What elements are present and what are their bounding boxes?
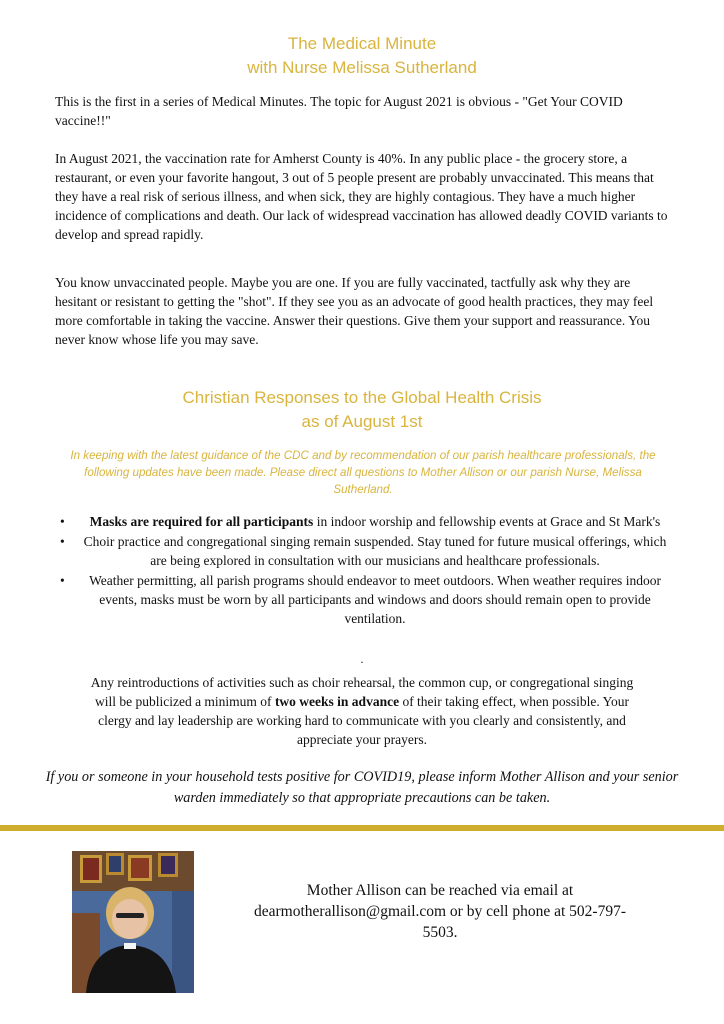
- outdoor-programs-text: Weather permitting, all parish programs should endeavor to meet outdoors. When weather requires indoor events, masks must be worn by all participants and windows and doors should remain open to provide ventilation.: [89, 573, 661, 626]
- bullet-icon: •: [60, 573, 65, 588]
- list-item: [58, 512, 670, 531]
- medical-minute-title-line1: The Medical Minute: [287, 34, 437, 53]
- reintroduction-paragraph: [80, 673, 644, 749]
- bullet-icon: •: [60, 514, 65, 529]
- contact-info: Mother Allison can be reached via email at dearmotherallison@gmail.com or by cell phone at 502-797-5503.: [254, 882, 626, 941]
- medical-minute-title: [0, 32, 724, 80]
- bullet-icon: •: [60, 534, 65, 549]
- health-crisis-title: [0, 386, 724, 434]
- health-crisis-title-line2: as of August 1st: [301, 412, 423, 431]
- unvaccinated-paragraph: You know unvaccinated people. Maybe you are one. If you are fully vaccinated, tactfully ask why they are hesitant or resistant to getting the "shot". If they see you as an advocate of good health practices, they may feel more comfortable in taking the vaccine. Answer their questions. Give them your support and reassurance. You never know whose life you may save.: [55, 275, 654, 347]
- medical-minute-title-line2: with Nurse Melissa Sutherland: [247, 58, 477, 77]
- vaccination-rate-paragraph: In August 2021, the vaccination rate for Amherst County is 40%. In any public place - the grocery store, a restaurant, or even your favorite hangout, 3 out of 5 people present are probably unvaccinated. This means that they have a real risk of serious illness, and when sick, they are highly contagious. They have a much higher incidence of complications and death. Our lack of widespread vaccination has allowed deadly COVID variants to develop and spread rapidly.: [55, 151, 668, 242]
- list-item: [58, 571, 670, 628]
- masks-detail-text: in indoor worship and fellowship events at Grace and St Mark's: [313, 514, 661, 529]
- reintroduction-text-end: of their taking effect, when possible. Your clergy and lay leadership are working hard to communicate with you clearly and consistently, and appreciate your prayers.: [98, 694, 630, 747]
- choir-suspended-text: Choir practice and congregational singing remain suspended. Stay tuned for future musical offerings, which are being explored in consultation with our musicians and healthcare professionals.: [83, 534, 667, 568]
- two-weeks-text: two weeks in advance: [274, 694, 400, 709]
- masks-required-text: Masks are required for all participants: [89, 514, 314, 529]
- mother-allison-photo: [72, 851, 194, 993]
- reintroduction-text-start: Any reintroductions of activities such as choir rehearsal, the common cup, or congregational singing will be publicized a minimum of: [90, 675, 634, 709]
- updates-list: [58, 512, 670, 629]
- intro-paragraph: This is the first in a series of Medical Minutes. The topic for August 2021 is obvious - "Get Your COVID vaccine!!": [55, 94, 623, 128]
- positive-test-notice: If you or someone in your household tests positive for COVID19, please inform Mother Allison and your senior warden immediately so that appropriate precautions can be taken.: [45, 769, 679, 806]
- list-item: [58, 532, 670, 570]
- dot-separator: .: [360, 652, 364, 666]
- cdc-guidance-intro: In keeping with the latest guidance of the CDC and by recommendation of our parish healthcare professionals, the following updates have been made. Please direct all questions to Mother Allison or our parish Nurse, Melissa Sutherland.: [70, 449, 656, 496]
- gold-divider: [0, 825, 724, 831]
- portrait-illustration: [72, 851, 194, 993]
- health-crisis-title-line1: Christian Responses to the Global Health Crisis: [182, 388, 542, 407]
